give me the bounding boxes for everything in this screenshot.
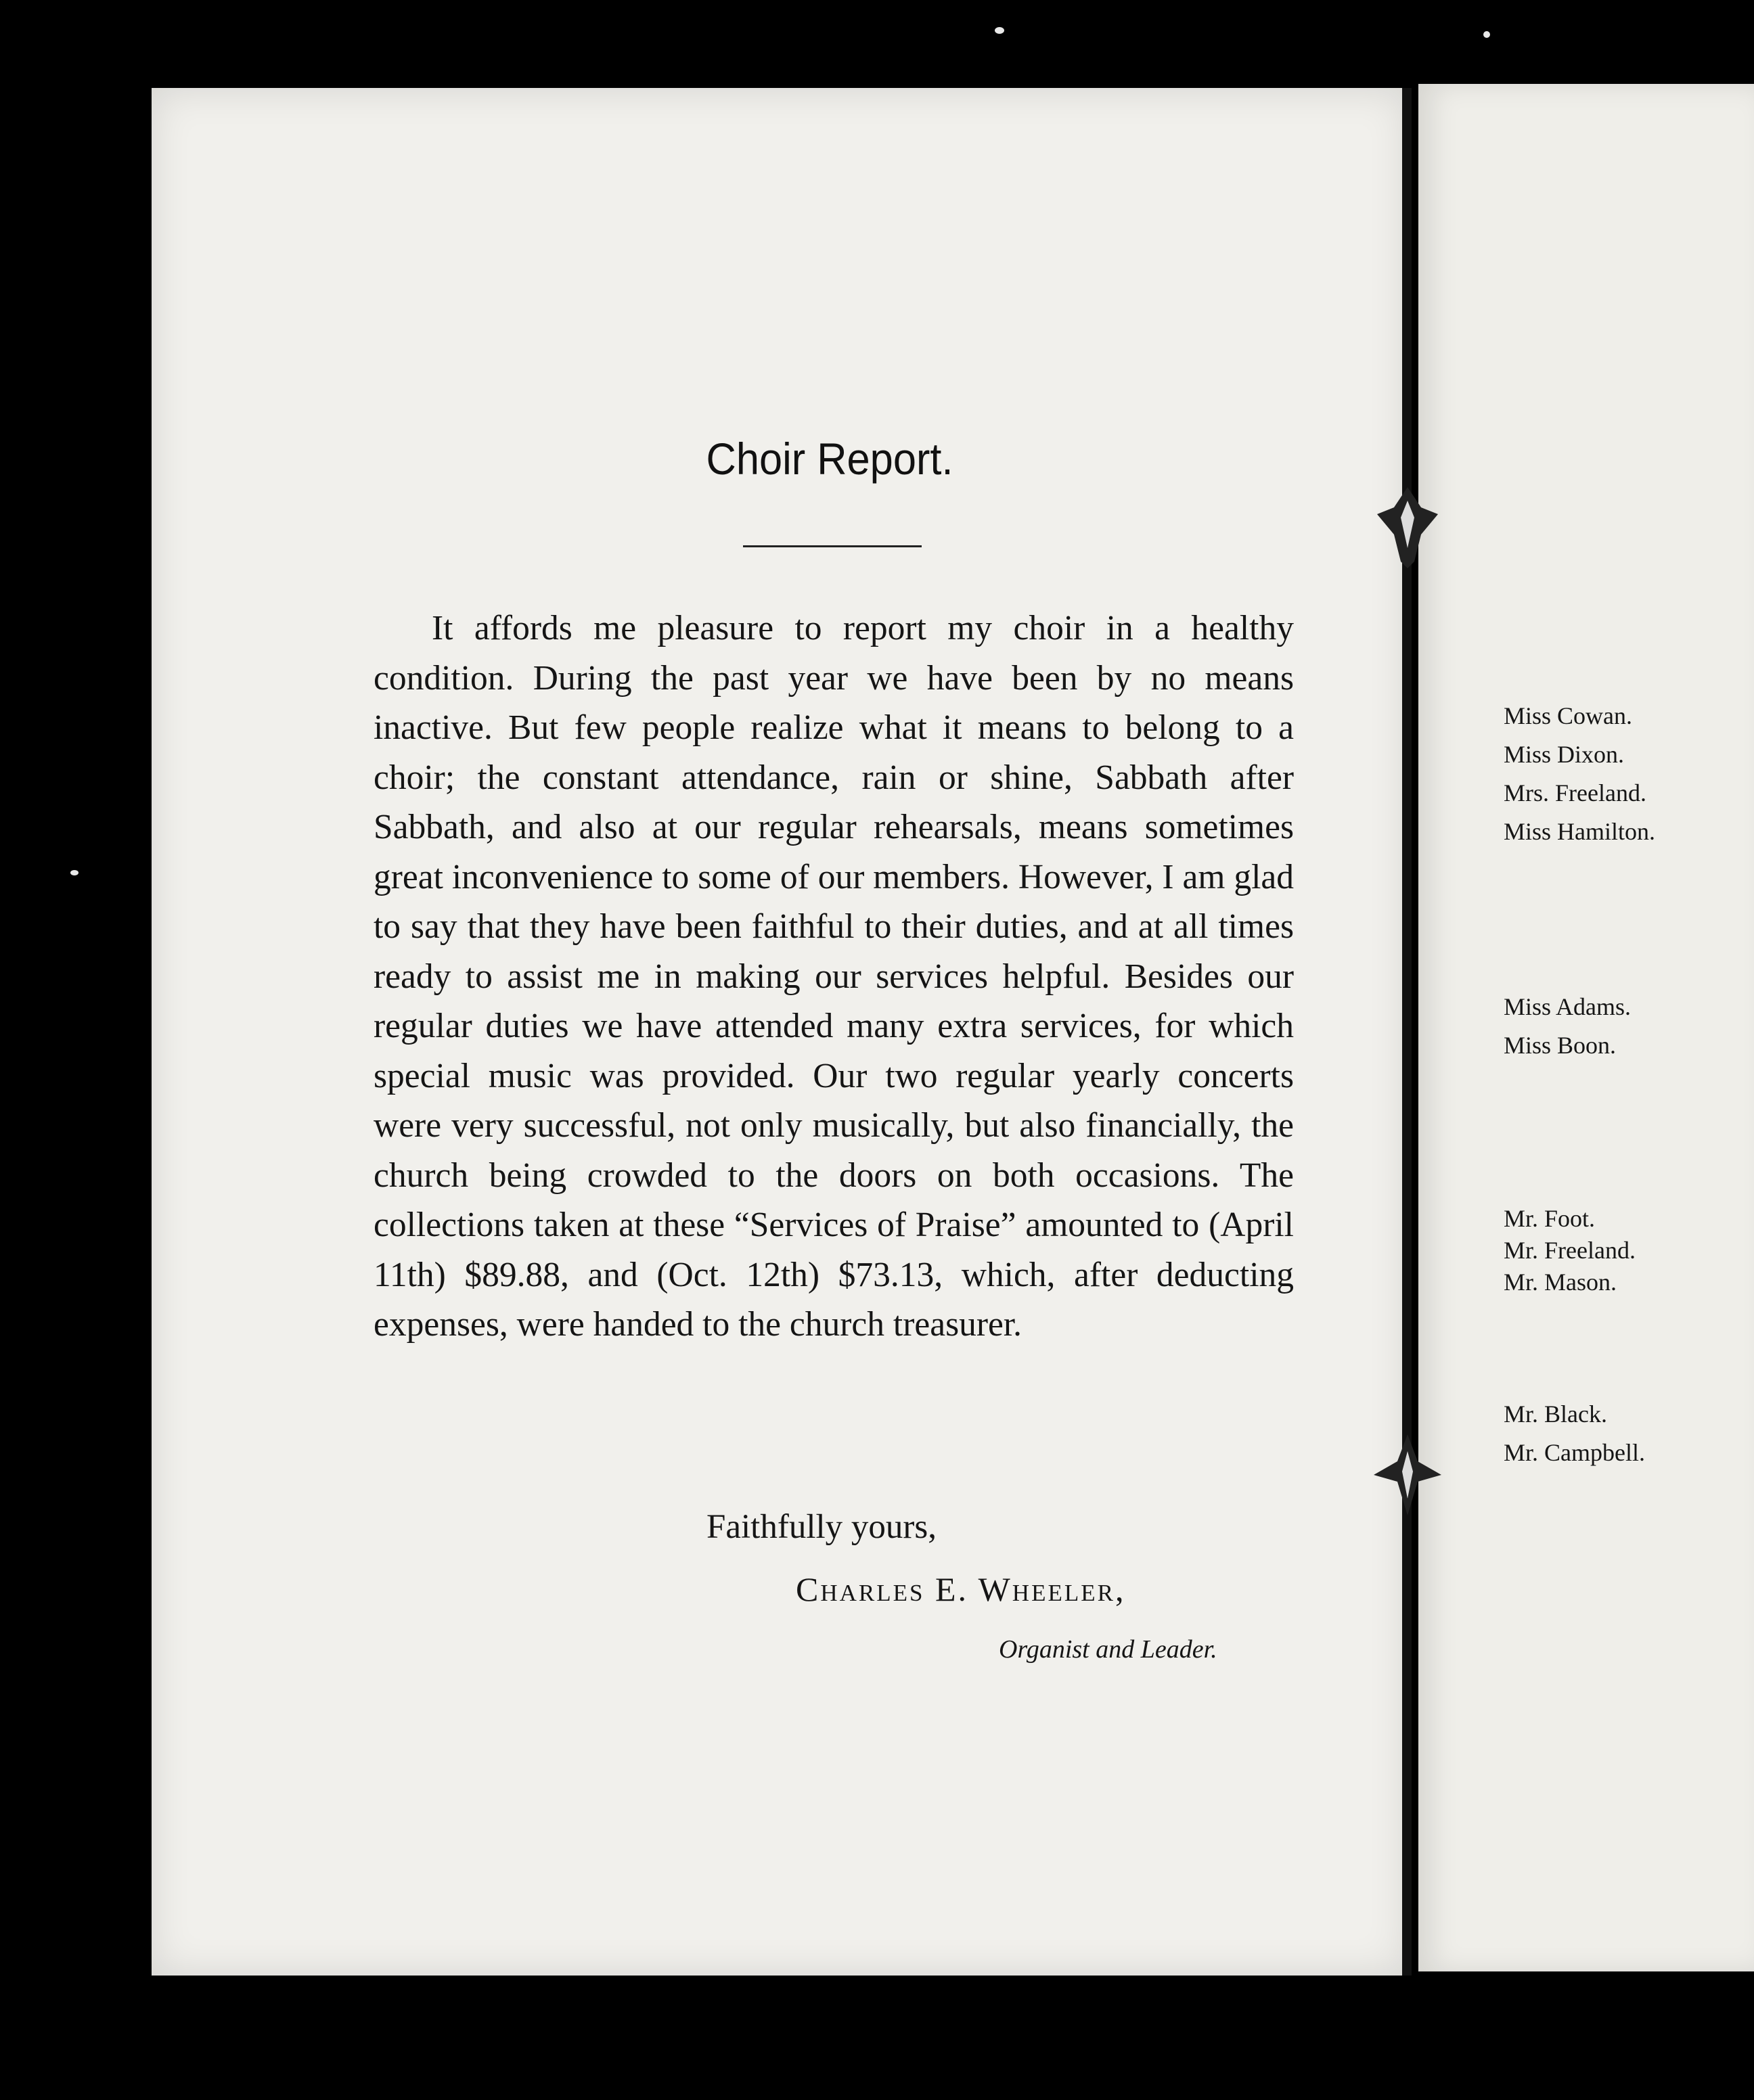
signer-role: Organist and Leader. <box>999 1635 1217 1664</box>
roster-name: Miss Dixon. <box>1504 741 1625 768</box>
report-body: It affords me pleasure to report my choir in a healthy condition. During the past year we have been by no means inactive. But few people realize what it means to belong to a choir; the constant attendance, rain or shine, Sabbath after Sabbath, and also at our regular rehearsals, means sometimes great inconvenience to some of our members. However, I am glad to say that they have been faithful to their duties, and at all times ready to assist me in making our services helpful. Besides our regular duties we have attended many extra services, for which special music was provided. Our two regular yearly concerts were very successful, not only musically, but also financially, the church being crowded to the doors on both occasions. The collections taken at these “Services of Praise” amounted to (April 11th) $89.88, and (Oct. 12th) $73.13, which, after deducting expenses, were handed to the church treasurer. <box>374 609 1294 1344</box>
roster-name: Mr. Freeland. <box>1504 1237 1636 1264</box>
roster-name: Mr. Mason. <box>1504 1269 1617 1296</box>
roster-name: Mrs. Freeland. <box>1504 779 1646 806</box>
roster-group-tenors <box>1504 1203 1636 1298</box>
spine-ornament-icon <box>1374 487 1441 568</box>
scan-speck <box>1483 31 1490 38</box>
roster-name: Mr. Black. <box>1504 1400 1607 1428</box>
title-rule <box>743 545 922 547</box>
roster-group-sopranos <box>1504 697 1655 851</box>
spine-ornament-icon <box>1374 1434 1441 1515</box>
roster-group-basses <box>1504 1395 1645 1472</box>
roster-name: Miss Adams. <box>1504 993 1632 1020</box>
page-title: Choir Report. <box>706 434 953 484</box>
signature: Charles E. Wheeler, <box>796 1570 1126 1608</box>
scan-speck <box>995 27 1004 34</box>
roster-name: Miss Hamilton. <box>1504 818 1656 845</box>
page-spine <box>1402 88 1412 1976</box>
roster-name: Miss Boon. <box>1504 1032 1617 1059</box>
roster-group-altos <box>1504 988 1631 1065</box>
scan-speck <box>70 870 78 875</box>
closing-line: Faithfully yours, <box>706 1508 937 1546</box>
roster-name: Miss Cowan. <box>1504 702 1633 729</box>
roster-name: Mr. Campbell. <box>1504 1439 1645 1466</box>
roster-name: Mr. Foot. <box>1504 1205 1596 1232</box>
